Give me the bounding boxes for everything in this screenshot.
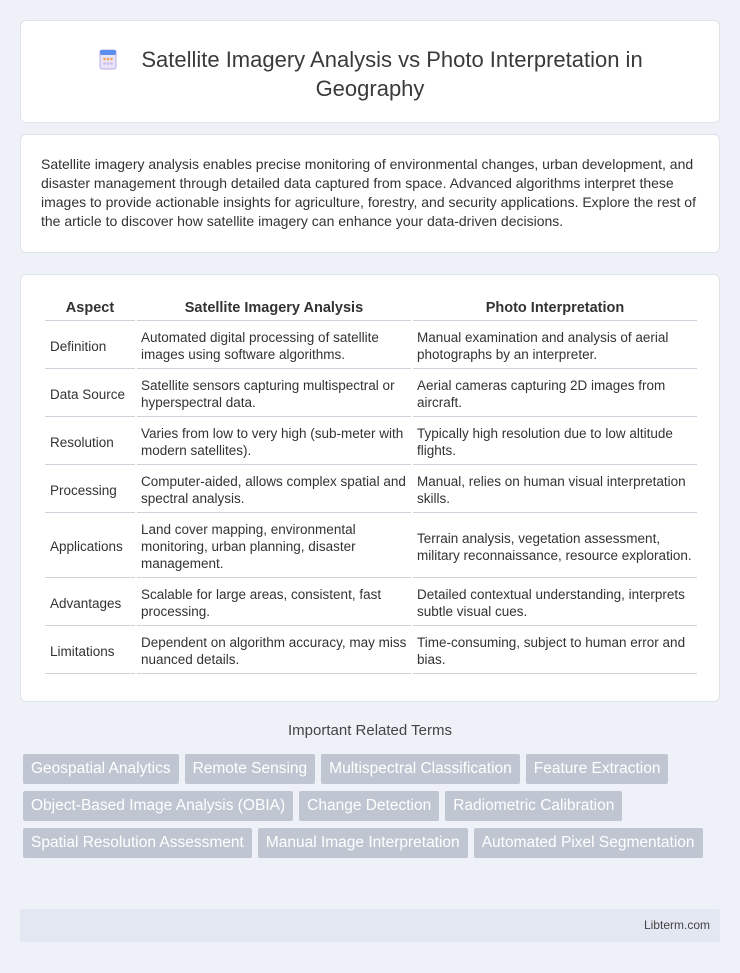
header-aspect: Aspect (45, 295, 135, 321)
aspect-cell: Resolution (45, 417, 135, 465)
satellite-cell: Automated digital processing of satellite images using software algorithms. (137, 321, 411, 369)
tag-automated-pixel-segmentation[interactable]: Automated Pixel Segmentation (474, 828, 703, 858)
satellite-cell: Varies from low to very high (sub-meter with modern satellites). (137, 417, 411, 465)
table-header-row (45, 295, 697, 321)
satellite-cell: Computer-aided, allows complex spatial and spectral analysis. (137, 465, 411, 513)
page-title: Satellite Imagery Analysis vs Photo Interpretation in Geography (141, 47, 643, 101)
satellite-cell: Scalable for large areas, consistent, fast processing. (137, 578, 411, 626)
aspect-cell: Applications (45, 513, 135, 578)
header-satellite: Satellite Imagery Analysis (137, 295, 411, 321)
photo-cell: Manual examination and analysis of aerial photographs by an interpreter. (413, 321, 697, 369)
photo-cell: Terrain analysis, vegetation assessment, military reconnaissance, resource exploration. (413, 513, 697, 578)
table-row (45, 321, 697, 369)
photo-cell: Typically high resolution due to low altitude flights. (413, 417, 697, 465)
table-row (45, 417, 697, 465)
photo-cell: Time-consuming, subject to human error and bias. (413, 626, 697, 674)
table-row (45, 513, 697, 578)
tag-spatial-resolution-assessment[interactable]: Spatial Resolution Assessment (23, 828, 252, 858)
aspect-cell: Limitations (45, 626, 135, 674)
tag-geospatial-analytics[interactable]: Geospatial Analytics (23, 754, 179, 784)
tag-remote-sensing[interactable]: Remote Sensing (185, 754, 316, 784)
aspect-cell: Definition (45, 321, 135, 369)
tag-radiometric-calibration[interactable]: Radiometric Calibration (445, 791, 622, 821)
tag-manual-image-interpretation[interactable]: Manual Image Interpretation (258, 828, 468, 858)
comparison-card (20, 274, 720, 702)
aspect-cell: Advantages (45, 578, 135, 626)
intro-card (20, 134, 720, 253)
photo-cell: Manual, relies on human visual interpretation skills. (413, 465, 697, 513)
comparison-table (43, 295, 699, 674)
table-row (45, 465, 697, 513)
related-terms-title: Important Related Terms (288, 722, 452, 739)
tag-multispectral-classification[interactable]: Multispectral Classification (321, 754, 520, 784)
intro-paragraph: Satellite imagery analysis enables precise monitoring of environmental changes, urban development, and disaster management through detailed data captured from space. Advanced algorithms interpret these images to provide actionable insights for agriculture, forestry, and security applications. Explore the rest of the article to discover how satellite imagery can enhance your data-driven decisions. (41, 156, 696, 229)
header-photo: Photo Interpretation (413, 295, 697, 321)
table-row (45, 578, 697, 626)
satellite-cell: Land cover mapping, environmental monitoring, urban planning, disaster management. (137, 513, 411, 578)
tag-change-detection[interactable]: Change Detection (299, 791, 439, 821)
photo-cell: Detailed contextual understanding, interprets subtle visual cues. (413, 578, 697, 626)
footer-brand[interactable]: Libterm.com (643, 918, 710, 932)
tag-obia[interactable]: Object-Based Image Analysis (OBIA) (23, 791, 293, 821)
title-card (20, 20, 720, 123)
tag-feature-extraction[interactable]: Feature Extraction (526, 754, 669, 784)
satellite-cell: Satellite sensors capturing multispectral or hyperspectral data. (137, 369, 411, 417)
document-icon (97, 48, 119, 70)
related-terms-list (23, 754, 713, 858)
aspect-cell: Processing (45, 465, 135, 513)
page-title-wrap (61, 45, 679, 103)
footer (20, 909, 720, 942)
photo-cell: Aerial cameras capturing 2D images from aircraft. (413, 369, 697, 417)
aspect-cell: Data Source (45, 369, 135, 417)
table-row (45, 369, 697, 417)
satellite-cell: Dependent on algorithm accuracy, may miss nuanced details. (137, 626, 411, 674)
table-row (45, 626, 697, 674)
